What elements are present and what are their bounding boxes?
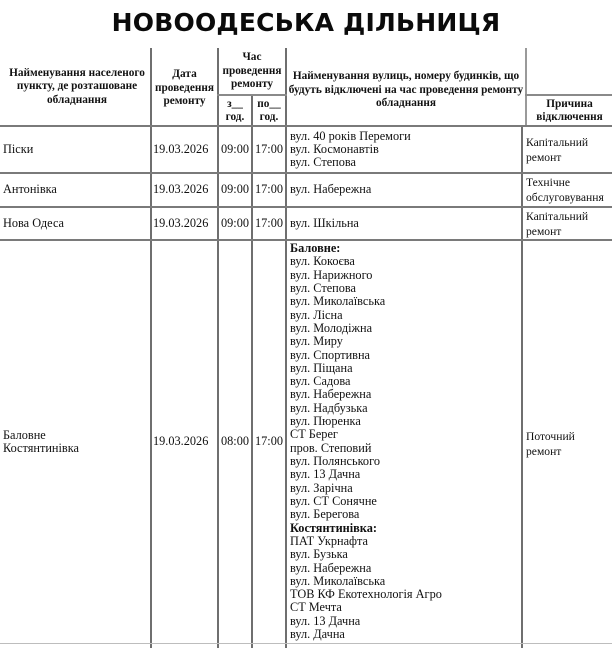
street-item: вул. Молодіжна xyxy=(290,320,373,335)
table-row-date xyxy=(153,422,217,462)
street-item: вул. Бузька xyxy=(290,547,348,562)
settlement-name: Баловне xyxy=(3,427,46,442)
outage-reason: Капітальний ремонт xyxy=(526,135,589,164)
street-item: вул. Пюренка xyxy=(290,414,361,429)
header-date xyxy=(152,48,217,126)
street-item: вул. Надбузька xyxy=(290,400,368,415)
street-item: вул. Шкільна xyxy=(290,215,359,230)
table-row-from xyxy=(221,422,251,462)
table-row-streets xyxy=(290,127,520,172)
repair-date: 19.03.2026 xyxy=(153,141,209,156)
header-settlement-label: Найменування населеного пункту, де розташоване обладнання xyxy=(9,66,145,106)
col-divider xyxy=(251,95,253,648)
table-row-date xyxy=(153,174,217,206)
table-row-date xyxy=(153,208,217,239)
repair-date: 19.03.2026 xyxy=(153,434,209,449)
table-row-to xyxy=(255,208,285,239)
header-reason-label: Причина відключення xyxy=(536,97,603,123)
settlement-name: Піски xyxy=(3,141,34,156)
table-row-streets xyxy=(290,174,520,206)
table-row-settlement xyxy=(3,127,149,172)
street-item: СТ Берег xyxy=(290,427,338,442)
street-item: вул. Піщана xyxy=(290,360,353,375)
table-row-to xyxy=(255,422,285,462)
street-item: вул. Нарижного xyxy=(290,267,373,282)
outage-reason: Технічне обслуговування xyxy=(526,176,604,204)
street-item: вул. Полянського xyxy=(290,454,380,468)
table-row-from xyxy=(221,208,251,239)
street-item: вул. Степова xyxy=(290,280,356,295)
header-time-to xyxy=(253,96,285,126)
col-divider xyxy=(521,126,523,648)
table-row-to xyxy=(255,174,285,206)
time-from: 09:00 xyxy=(221,141,250,156)
street-item: вул. Дачна xyxy=(290,627,345,642)
street-item: вул. Кокоєва xyxy=(290,254,355,269)
street-group-heading: Костянтинівка: xyxy=(290,520,377,535)
header-time-label: Час проведення ремонту xyxy=(222,51,282,91)
time-to: 17:00 xyxy=(255,141,284,156)
table-row-from xyxy=(221,127,251,172)
header-settlement xyxy=(4,48,150,126)
table-row-date xyxy=(153,127,217,172)
street-item: вул. 13 Дачна xyxy=(290,467,361,482)
street-item: вул. Лісна xyxy=(290,307,343,322)
table-row-settlement xyxy=(3,174,149,206)
header-time-from xyxy=(219,96,251,126)
settlement-name: Антонівка xyxy=(3,182,57,197)
time-from: 09:00 xyxy=(221,215,250,230)
table-row-to xyxy=(255,127,285,172)
street-item: вул. Набережна xyxy=(290,182,372,197)
street-item: ПАТ Укрнафта xyxy=(290,533,369,548)
col-divider xyxy=(217,48,219,648)
street-item: вул. Спортивна xyxy=(290,347,370,362)
street-item: вул. СТ Сонячне xyxy=(290,493,377,508)
header-time-from-label: з__ год. xyxy=(225,97,245,123)
street-item: вул. Набережна xyxy=(290,387,372,402)
time-from: 08:00 xyxy=(221,434,250,449)
street-item: вул. Космонавтів xyxy=(290,141,379,156)
outage-reason: Капітальний ремонт xyxy=(526,209,589,238)
street-item: вул. Миколаївська xyxy=(290,294,386,309)
street-item: вул. Зарічна xyxy=(290,480,353,495)
street-item: вул. 13 Дачна xyxy=(290,613,361,628)
col-divider xyxy=(150,48,152,648)
street-item: вул. Степова xyxy=(290,155,356,170)
table-row-from xyxy=(221,174,251,206)
street-item: вул. Миколаївська xyxy=(290,573,386,588)
street-item: ТОВ КФ Екотехнологія Агро xyxy=(290,587,442,602)
table-row-reason xyxy=(526,208,612,239)
street-group-heading: Баловне: xyxy=(290,241,341,255)
street-item: СТ Мечта xyxy=(290,600,342,615)
street-item: пров. Степовий xyxy=(290,440,372,455)
table-row-reason xyxy=(526,174,612,206)
col-divider xyxy=(285,48,287,648)
outage-reason: Поточний ремонт xyxy=(526,430,575,458)
header-date-label: Дата проведення ремонту xyxy=(155,68,214,108)
street-item: вул. Садова xyxy=(290,374,351,389)
table-row-settlement xyxy=(3,208,149,239)
header-time-to-label: по__ год. xyxy=(257,97,281,123)
settlement-name: Нова Одеса xyxy=(3,215,65,230)
street-item: вул. Набережна xyxy=(290,560,372,575)
street-item: вул. Берегова xyxy=(290,507,360,522)
row-divider xyxy=(0,643,612,644)
time-to: 17:00 xyxy=(255,182,284,197)
time-to: 17:00 xyxy=(255,434,284,449)
repair-date: 19.03.2026 xyxy=(153,215,209,230)
header-streets xyxy=(288,48,524,114)
table-row-reason xyxy=(526,424,612,464)
header-time xyxy=(219,48,285,95)
table-row-reason xyxy=(526,127,612,172)
page-title: НОВООДЕСЬКА ДІЛЬНИЦЯ xyxy=(111,8,501,37)
street-list xyxy=(290,242,520,641)
settlement-name: Костянтинівка xyxy=(3,441,79,455)
time-from: 09:00 xyxy=(221,182,250,197)
header-reason xyxy=(527,96,612,126)
repair-date: 19.03.2026 xyxy=(153,182,209,197)
time-to: 17:00 xyxy=(255,215,284,230)
street-item: вул. Миру xyxy=(290,334,343,349)
header-streets-label: Найменування вулиць, номеру будинків, що будуть відключені на час проведення ремонту обладнання xyxy=(288,70,524,109)
street-item: вул. 40 років Перемоги xyxy=(290,128,411,143)
table-row-streets xyxy=(290,208,520,239)
table-row-settlement xyxy=(3,422,149,462)
